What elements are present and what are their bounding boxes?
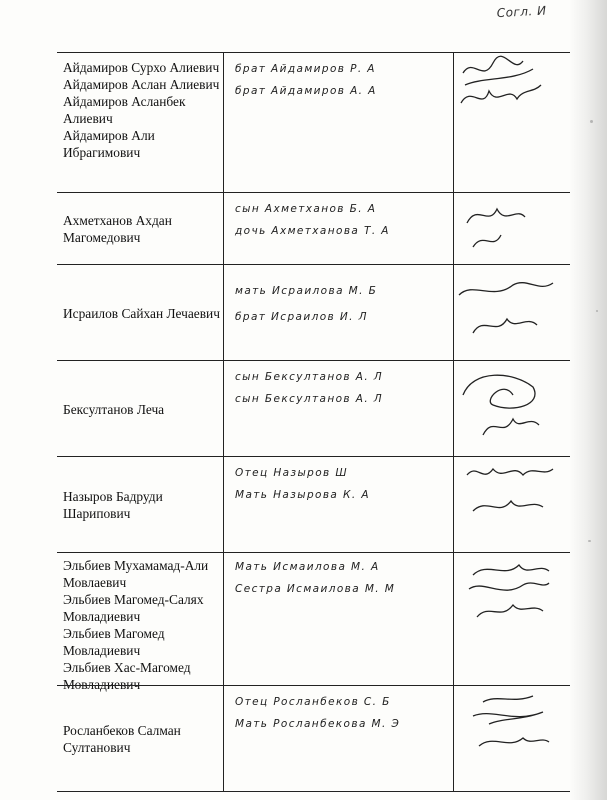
name-line: Алиевич [63,111,113,126]
name-line: Назыров Бадруди [63,489,163,504]
corner-note: Согл. И [496,3,547,21]
relative-line: брат Исраилов И. Л [235,311,368,323]
relative-line: брат Айдамиров Р. А [235,63,376,75]
name-line: Исраилов Сайхан Лечаевич [63,305,220,321]
name-line: Айдамиров Аслан Алиевич [63,77,220,92]
name-line: Ахметханов Ахдан [63,213,172,228]
name-line: Султанович [63,739,131,755]
name-line: Айдамиров Али [63,128,155,143]
relative-line: дочь Ахметханова Т. А [235,225,390,237]
relative-line: сын Бексултанов А. Л [235,393,384,405]
table-row [57,360,570,457]
table-row [57,456,570,553]
signature [453,461,563,541]
name-line: Ибрагимович [63,145,141,160]
table-row [57,52,570,193]
scan-shadow [569,0,607,800]
name-line: Шарипович [63,506,131,521]
name-line: Мовладиевич [63,643,141,658]
relative-line: Отец Росланбеков С. Б [235,696,391,708]
signature [453,559,563,629]
scan-speck [596,310,598,312]
name-line: Магомедович [63,230,141,245]
relative-line: Отец Назыров Ш [235,467,348,479]
name-line: Мовладиевич [63,609,141,624]
person-names [63,59,223,161]
person-names [63,361,223,457]
relative-line: Мать Исмаилова М. А [235,561,380,573]
relative-line: сын Бексултанов А. Л [235,371,384,383]
name-line: Эльбиев Мухамамад-Али [63,558,209,573]
column-divider [223,457,224,553]
relative-line: мать Исраилова М. Б [235,285,378,297]
name-line: Бексултанов Леча [63,401,165,417]
column-divider [223,553,224,686]
signature [453,55,563,115]
name-line: Айдамиров Сурхо Алиевич [63,60,220,75]
person-names [63,457,223,553]
name-line: Мовладиевич [63,677,141,692]
name-line: Росланбеков Салман [63,722,181,738]
person-names [63,557,223,693]
table-row [57,192,570,265]
name-line: Айдамиров Асланбек [63,94,186,109]
consent-table [57,52,570,790]
signature [453,271,563,351]
name-line: Эльбиев Магомед [63,626,165,641]
column-divider [223,686,224,791]
scan-speck [590,120,593,123]
name-line: Мовлаевич [63,575,127,590]
person-names [63,193,223,265]
name-line: Эльбиев Магомед-Салях [63,592,204,607]
signature [453,197,563,257]
signature [453,365,563,445]
table-row [57,552,570,692]
person-names [63,686,223,791]
column-divider [223,265,224,361]
column-divider [223,53,224,193]
person-names [63,265,223,361]
relative-line: Мать Назырова К. А [235,489,370,501]
relative-line: Мать Росланбекова М. Э [235,718,401,730]
table-row [57,264,570,361]
column-divider [223,361,224,457]
relative-line: сын Ахметханов Б. А [235,203,377,215]
signature [453,690,563,760]
table-row [57,685,570,792]
name-line: Эльбиев Хас-Магомед [63,660,191,675]
scan-speck [588,540,591,542]
relative-line: брат Айдамиров А. А [235,85,377,97]
relative-line: Сестра Исмаилова М. М [235,583,396,595]
column-divider [223,193,224,265]
